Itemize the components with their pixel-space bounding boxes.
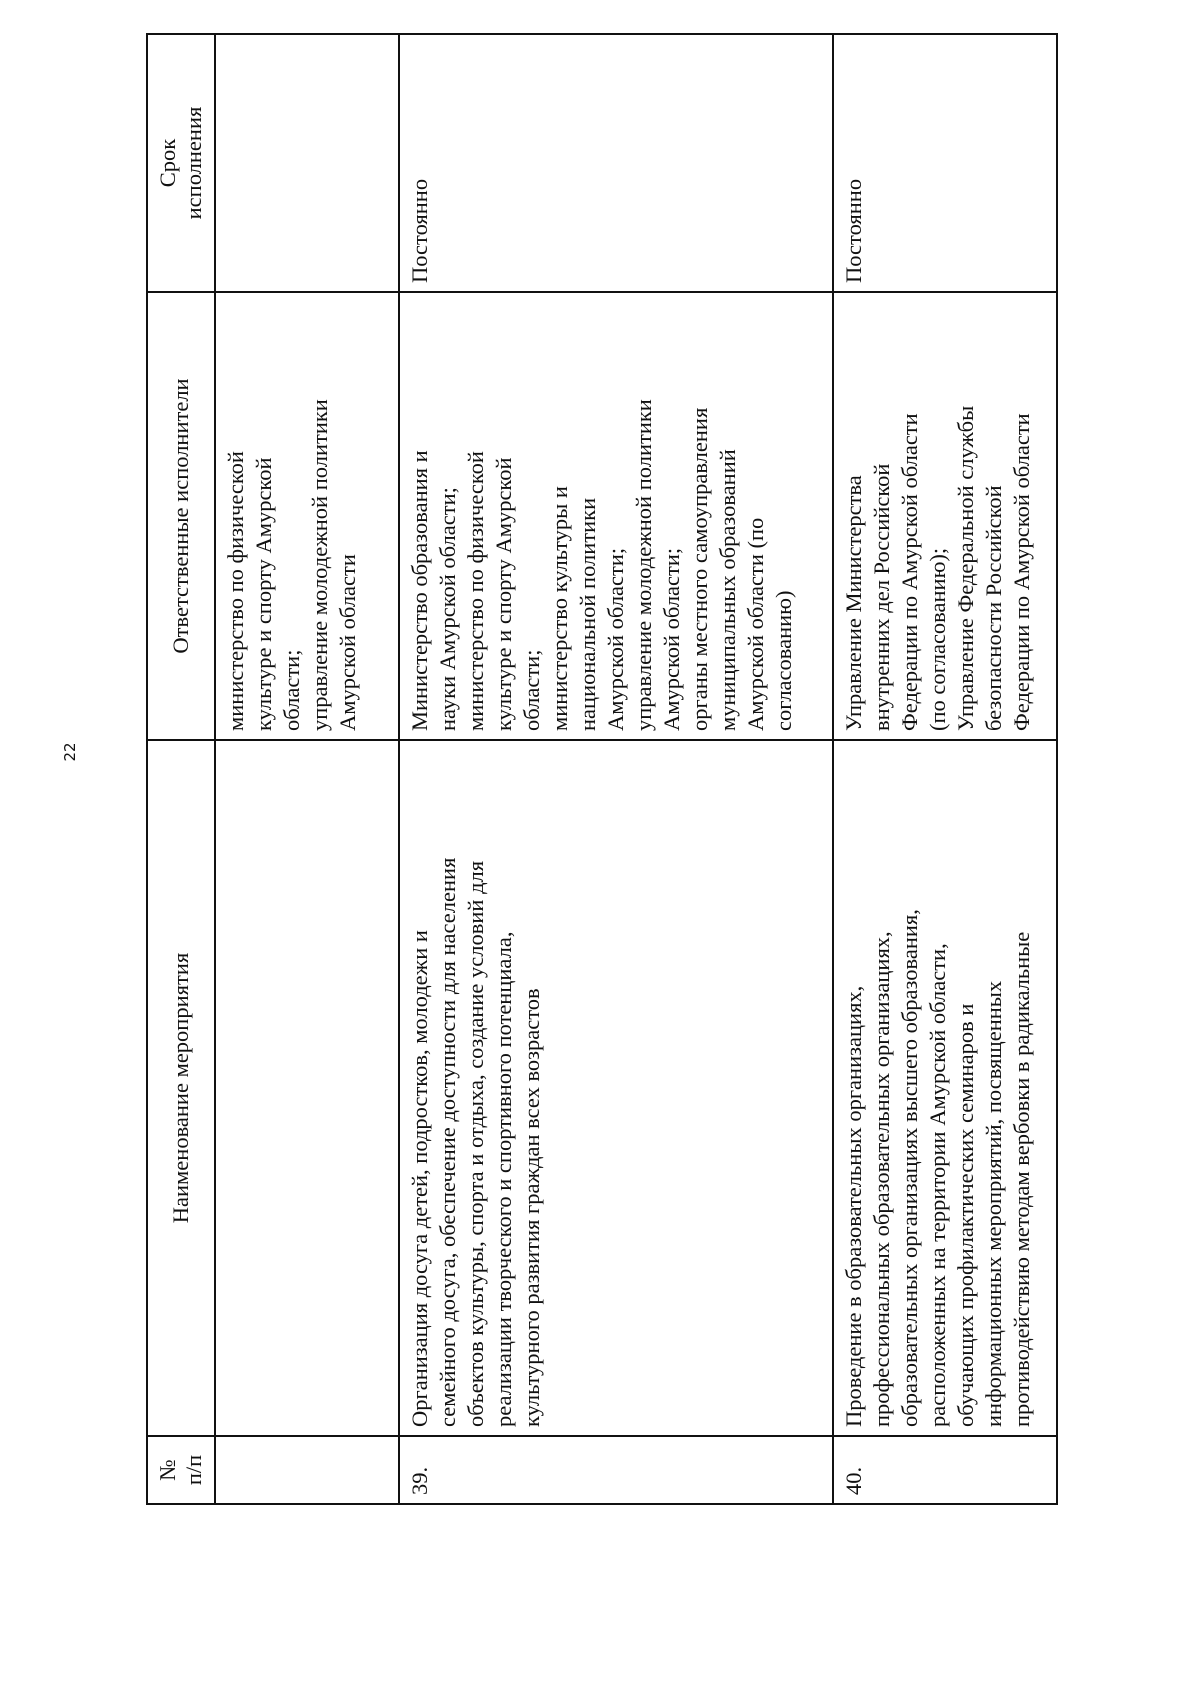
row-activity-cell: Проведение в образовательных организациях, профессиональных образовательных организациях, образовательных организациях высшего образования, расположенных на территории Амурской области, обучающих профилактических семинаров и информационных мероприятий, посвященных противодействию методам вербовки в радикальные bbox=[833, 740, 1057, 1436]
header-activity-name: Наименование мероприятия bbox=[147, 740, 215, 1436]
activities-table bbox=[146, 33, 1058, 1505]
row-executors-cell: Министерство образования и науки Амурской области; министерство по физической культуре и спорту Амурской области; министерство культуры и национальной политики Амурской области; управление молодежной политики Амурской области; органы местного самоуправления муниципальных образований Амурской области (по согласованию) bbox=[399, 292, 833, 740]
row-number-cell: 40. bbox=[833, 1436, 1057, 1504]
row-deadline-cell bbox=[215, 34, 399, 292]
row-executors-cell: министерство по физической культуре и спорту Амурской области; управление молодежной политики Амурской области bbox=[215, 292, 399, 740]
row-activity-cell bbox=[215, 740, 399, 1436]
header-deadline: Срок исполнения bbox=[147, 34, 215, 292]
row-activity-cell: Организация досуга детей, подростков, молодежи и семейного досуга, обеспечение доступности для населения объектов культуры, спорта и отдыха, создание условий для реализации творческого и спортивного потенциала, культурного развития граждан всех возрастов bbox=[399, 740, 833, 1436]
page-number: 22 bbox=[61, 742, 79, 762]
row-deadline-cell: Постоянно bbox=[833, 34, 1057, 292]
row-deadline-cell: Постоянно bbox=[399, 34, 833, 292]
row-number-cell bbox=[215, 1436, 399, 1504]
row-number-cell: 39. bbox=[399, 1436, 833, 1504]
header-number: № п/п bbox=[147, 1436, 215, 1504]
table-row bbox=[215, 34, 399, 1504]
header-executors: Ответственные исполнители bbox=[147, 292, 215, 740]
activities-table-rotated bbox=[146, 35, 1114, 1505]
table-header-row bbox=[147, 34, 215, 1504]
table-row bbox=[833, 34, 1057, 1504]
row-executors-cell: Управление Министерства внутренних дел Российской Федерации по Амурской области (по согласованию); Управление Федеральной службы безопасности Российской Федерации по Амурской области bbox=[833, 292, 1057, 740]
table-row bbox=[399, 34, 833, 1504]
